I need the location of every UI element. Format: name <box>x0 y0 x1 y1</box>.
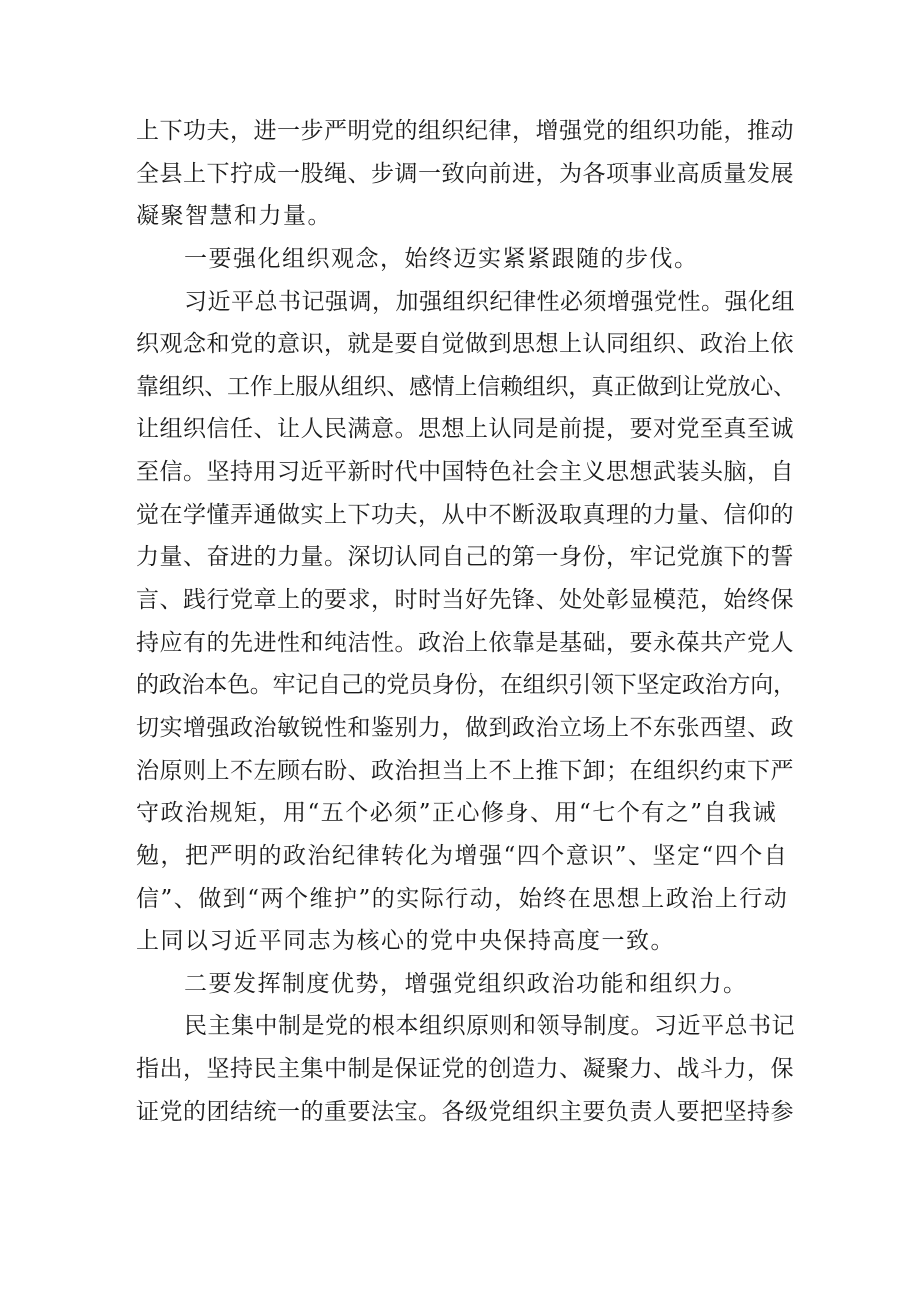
text-line: 持应有的先进性和纯洁性。政治上依靠是基础，要永葆共产党人 <box>136 630 794 656</box>
text-line: 力量、奋进的力量。深切认同自己的第一身份，牢记党旗下的誓 <box>136 544 794 570</box>
text-line: 凝聚智慧和力量。 <box>136 203 332 229</box>
text-line: 让组织信任、让人民满意。思想上认同是前提，要对党至真至诚 <box>136 416 794 442</box>
text-line: 证党的团结统一的重要法宝。各级党组织主要负责人要把坚持参 <box>136 1099 794 1125</box>
text-line: 言、践行党章上的要求，时时当好先锋、处处彰显模范，始终保 <box>136 587 794 613</box>
text-line: 至信。坚持用习近平新时代中国特色社会主义思想武装头脑，自 <box>136 459 794 485</box>
text-line: 上下功夫，进一步严明党的组织纪律，增强党的组织功能，推动 <box>136 118 794 144</box>
text-line: 习近平总书记强调，加强组织纪律性必须增强党性。强化组 <box>184 289 795 315</box>
text-line: 守政治规矩，用“五个必须”正心修身、用“七个有之”自我诫 <box>136 800 778 826</box>
text-line: 指出，坚持民主集中制是保证党的创造力、凝聚力、战斗力，保 <box>136 1056 794 1082</box>
text-line: 勉，把严明的政治纪律转化为增强“四个意识”、坚定“四个自 <box>136 843 789 869</box>
text-line: 觉在学懂弄通做实上下功夫，从中不断汲取真理的力量、信仰的 <box>136 502 794 528</box>
text-line: 的政治本色。牢记自己的党员身份，在组织引领下坚定政治方向， <box>136 672 796 698</box>
text-line: 信”、做到“两个维护”的实际行动，始终在思想上政治上行动 <box>136 886 789 912</box>
text-line: 织观念和党的意识，就是要自觉做到思想上认同组织、政治上依 <box>136 331 794 357</box>
section-heading: 二要发挥制度优势，增强党组织政治功能和组织力。 <box>184 971 748 997</box>
text-line: 民主集中制是党的根本组织原则和领导制度。习近平总书记 <box>184 1013 795 1039</box>
text-line: 上同以习近平同志为核心的党中央保持高度一致。 <box>136 928 675 954</box>
section-heading: 一要强化组织观念，始终迈实紧紧跟随的步伐。 <box>184 246 699 272</box>
text-line: 全县上下拧成一股绳、步调一致向前进，为各项事业高质量发展 <box>136 161 794 187</box>
text-line: 治原则上不左顾右盼、政治担当上不上推下卸；在组织约束下严 <box>136 758 794 784</box>
text-line: 靠组织、工作上服从组织、感情上信赖组织，真正做到让党放心、 <box>136 374 796 400</box>
text-line: 切实增强政治敏锐性和鉴别力，做到政治立场上不东张西望、政 <box>136 715 794 741</box>
